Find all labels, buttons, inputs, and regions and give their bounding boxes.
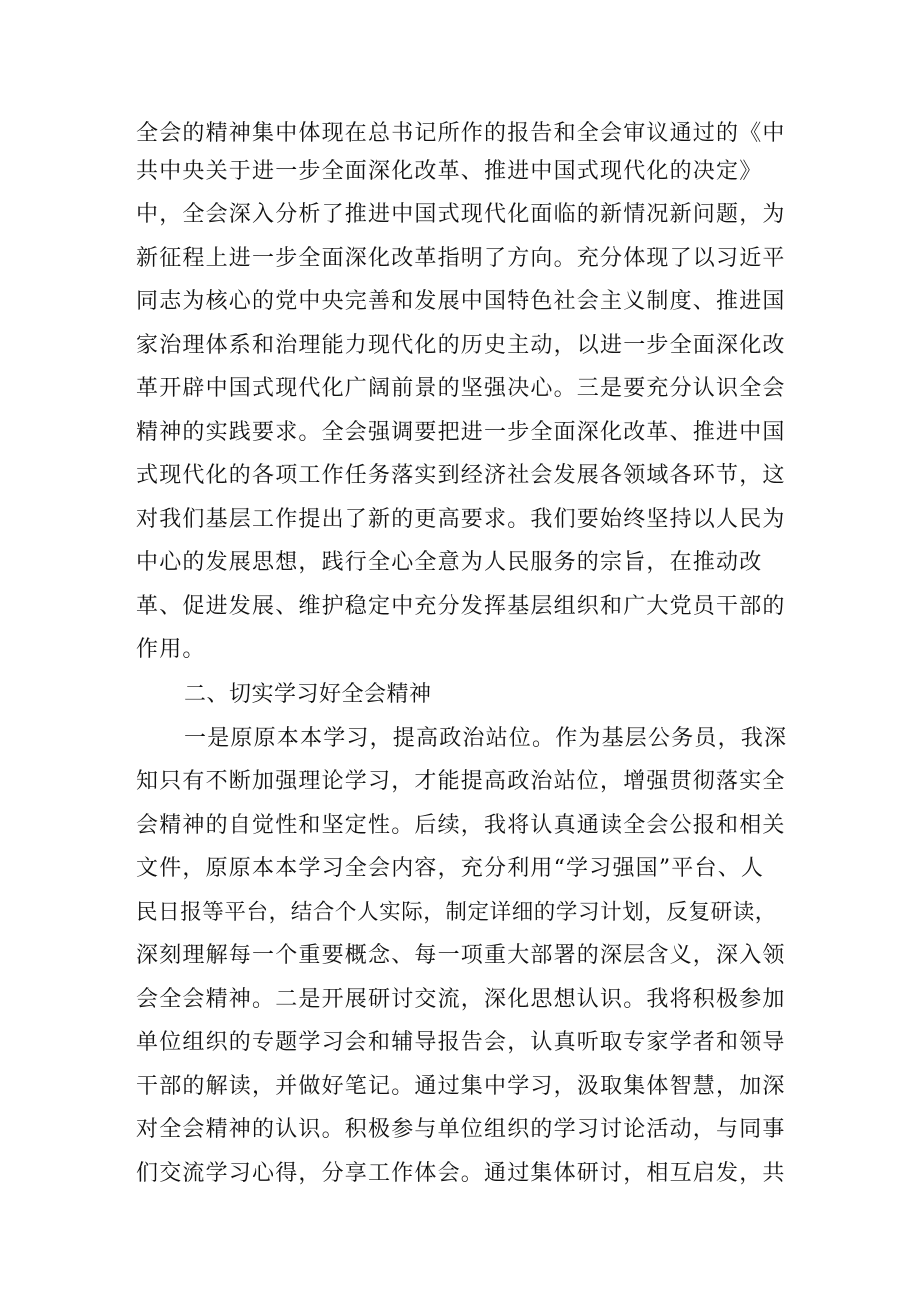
- paragraph-line: 中心的发展思想，践行全心全意为人民服务的宗旨，在推动改: [136, 550, 763, 575]
- paragraph-line: 干部的解读，并做好笔记。通过集中学习，汲取集体智慧，加深: [136, 1074, 786, 1099]
- paragraph-line: 共中央关于进一步全面深化改革、推进中国式现代化的决定》: [136, 159, 763, 184]
- paragraph-line: 深刻理解每一个重要概念、每一项重大部署的深层含义，深入领: [136, 943, 786, 968]
- paragraph-line: 家治理体系和治理能力现代化的历史主动，以进一步全面深化改: [136, 333, 786, 358]
- paragraph-line: 精神的实践要求。全会强调要把进一步全面深化改革、推进中国: [136, 420, 786, 445]
- paragraph-line: 中，全会深入分析了推进中国式现代化面临的新情况新问题，为: [136, 202, 786, 227]
- paragraph-line: 们交流学习心得，分享工作体会。通过集体研讨，相互启发，共: [136, 1161, 786, 1186]
- paragraph-line: 作用。: [136, 637, 206, 662]
- paragraph-line: 对全会精神的认识。积极参与单位组织的学习讨论活动，与同事: [136, 1117, 786, 1142]
- paragraph-line: 对我们基层工作提出了新的更高要求。我们要始终坚持以人民为: [136, 507, 786, 532]
- paragraph-line: 文件，原原本本学习全会内容，充分利用“学习强国”平台、人: [136, 856, 765, 881]
- paragraph-line: 单位组织的专题学习会和辅导报告会，认真听取专家学者和领导: [136, 1030, 786, 1055]
- paragraph-line: 会全会精神。二是开展研讨交流，深化思想认识。我将积极参加: [136, 987, 786, 1012]
- paragraph-line: 民日报等平台，结合个人实际，制定详细的学习计划，反复研读，: [136, 900, 777, 925]
- paragraph-line: 会精神的自觉性和坚定性。后续，我将认真通读全会公报和相关: [136, 813, 786, 838]
- paragraph-line: 同志为核心的党中央完善和发展中国特色社会主义制度、推进国: [136, 289, 786, 314]
- paragraph-line: 一是原原本本学习，提高政治站位。作为基层公务员，我深: [184, 726, 788, 751]
- paragraph-line: 革开辟中国式现代化广阔前景的坚强决心。三是要充分认识全会: [136, 376, 786, 401]
- paragraph-line: 新征程上进一步全面深化改革指明了方向。充分体现了以习近平: [136, 246, 786, 271]
- paragraph-line: 全会的精神集中体现在总书记所作的报告和全会审议通过的《中: [136, 121, 786, 146]
- paragraph-line: 式现代化的各项工作任务落实到经济社会发展各领域各环节，这: [136, 463, 786, 488]
- paragraph-line: 知只有不断加强理论学习，才能提高政治站位，增强贯彻落实全: [136, 769, 786, 794]
- paragraph-line: 革、促进发展、维护稳定中充分发挥基层组织和广大党员干部的: [136, 594, 786, 619]
- section-heading: 二、切实学习好全会精神: [184, 682, 432, 707]
